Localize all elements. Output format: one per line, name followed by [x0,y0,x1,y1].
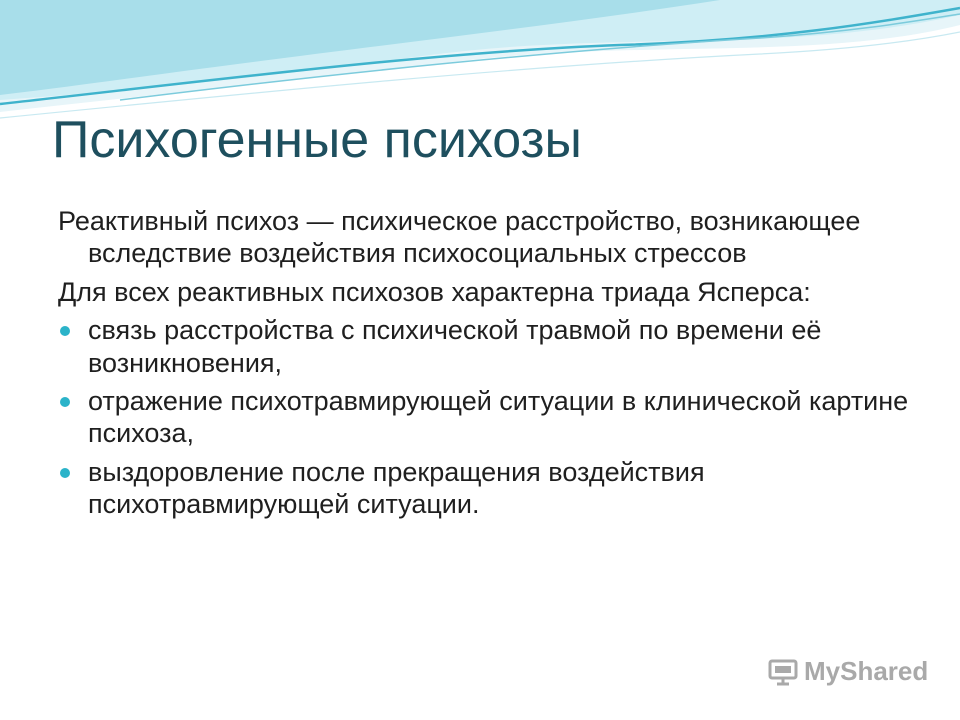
bullet-item [58,314,918,379]
bullet-item [58,456,918,521]
bullet-text: выздоровление после прекращения воздействия психотравмирующей ситуации. [88,456,705,520]
presentation-board-icon [768,658,798,686]
slide-body [58,205,918,527]
slide-title: Психогенные психозы [52,111,582,169]
body-paragraph: Для всех реактивных психозов характерна триада Ясперса: [58,276,811,307]
bullet-item [58,385,918,450]
watermark-text: MyShared [804,656,929,686]
myshared-watermark [768,656,928,687]
bullet-dot-icon [60,397,70,407]
bullet-dot-icon [60,468,70,478]
bullet-text: отражение психотравмирующей ситуации в клинической картине психоза, [88,385,909,449]
body-paragraph: Реактивный психоз — психическое расстройство, возникающее вследствие воздействия психосоциальных стрессов [58,206,861,269]
bullet-dot-icon [60,326,70,336]
bullet-text: связь расстройства с психической травмой по времени её возникновения, [88,315,822,378]
bullet-list [58,314,918,520]
